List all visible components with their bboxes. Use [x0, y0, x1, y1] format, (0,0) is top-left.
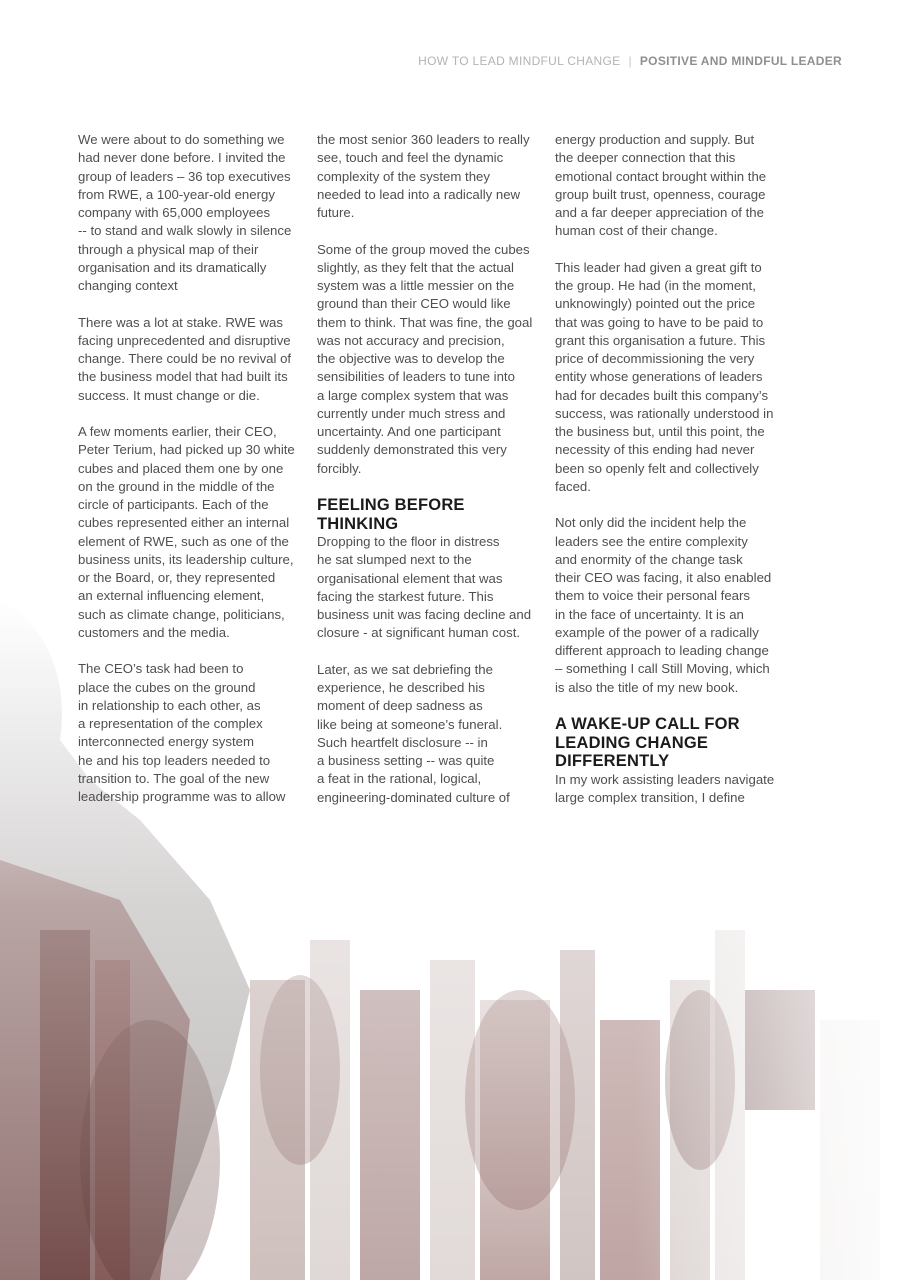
running-header	[418, 54, 842, 68]
paragraph: In my work assisting leaders navigate large complex transition, I define	[555, 771, 775, 805]
paragraph: energy production and supply. But the deeper connection that this emotional contact brought within the group built trust, openness, courage and a far deeper appreciation of the human cost of their change.	[555, 132, 767, 239]
section-heading: A WAKE-UP CALL FOR LEADING CHANGE DIFFERENTLY	[555, 715, 740, 770]
paragraph: Dropping to the floor in distress he sat slumped next to the organisational element that was facing the starkest future. This business unit was facing decline and closure - at significant human cost.	[317, 534, 532, 641]
paragraph: A few moments earlier, their CEO, Peter Terium, had picked up 30 white cubes and placed them one by one on the ground in the middle of the circle of participants. Each of the cubes represented either an internal element of RWE, such as one of the business units, its leadership culture, or the Board, or, they represented an external influencing element, such as climate change, politicians, customers and the media.	[78, 424, 295, 640]
paragraph: This leader had given a great gift to the group. He had (in the moment, unknowingly) pointed out the price that was going to have to be paid to grant this organisation a future. This price of decommissioning the very entity whose generations of leaders had for decades built this company’s success, was rationally understood in the business but, until this point, the necessity of this ending had never been so openly felt and collectively faced.	[555, 259, 774, 494]
paragraph: The CEO’s task had been to place the cubes on the ground in relationship to each other, as a representation of the complex interconnected energy system he and his top leaders needed to transition to. The goal of the new leadership programme was to allow	[78, 661, 286, 804]
text-column-1	[78, 131, 303, 825]
paragraph: Some of the group moved the cubes slightly, as they felt that the actual system was a little messier on the ground than their CEO would like them to think. That was fine, the goal was not accuracy and precision, the objective was to develop the sensibilities of leaders to tune into a large complex system that was currently under much stress and uncertainty. And one participant suddenly demonstrated this very forcibly.	[317, 241, 533, 476]
text-column-2	[317, 131, 542, 825]
paragraph: There was a lot at stake. RWE was facing unprecedented and disruptive change. There could be no revival of the business model that had built its success. It must change or die.	[78, 314, 292, 403]
header-separator: |	[628, 54, 632, 68]
header-section-title: HOW TO LEAD MINDFUL CHANGE	[418, 54, 621, 68]
header-chapter-title: POSITIVE AND MINDFUL LEADER	[639, 54, 842, 68]
section-heading: FEELING BEFORE THINKING	[317, 496, 465, 533]
text-column-3	[555, 131, 780, 825]
paragraph: Later, as we sat debriefing the experience, he described his moment of deep sadness as like being at someone’s funeral. Such heartfelt disclosure -- in a business setting -- was quite a feat in the rational, logical, engineering-dominated culture of	[317, 661, 510, 805]
paragraph: We were about to do something we had never done before. I invited the group of leaders – 36 top executives from RWE, a 100-year-old energy company with 65,000 employees -- to stand and walk slowly in silence through a physical map of their organisation and its dramatically changing context	[78, 132, 292, 293]
paragraph: the most senior 360 leaders to really see, touch and feel the dynamic complexity of the system they needed to lead into a radically new future.	[317, 132, 530, 220]
paragraph: Not only did the incident help the leaders see the entire complexity and enormity of the change task their CEO was facing, it also enabled them to voice their personal fears in the face of uncertainty. It is an example of the power of a radically different approach to leading change – something I call Still Moving, which is also the title of my new book.	[555, 515, 772, 695]
